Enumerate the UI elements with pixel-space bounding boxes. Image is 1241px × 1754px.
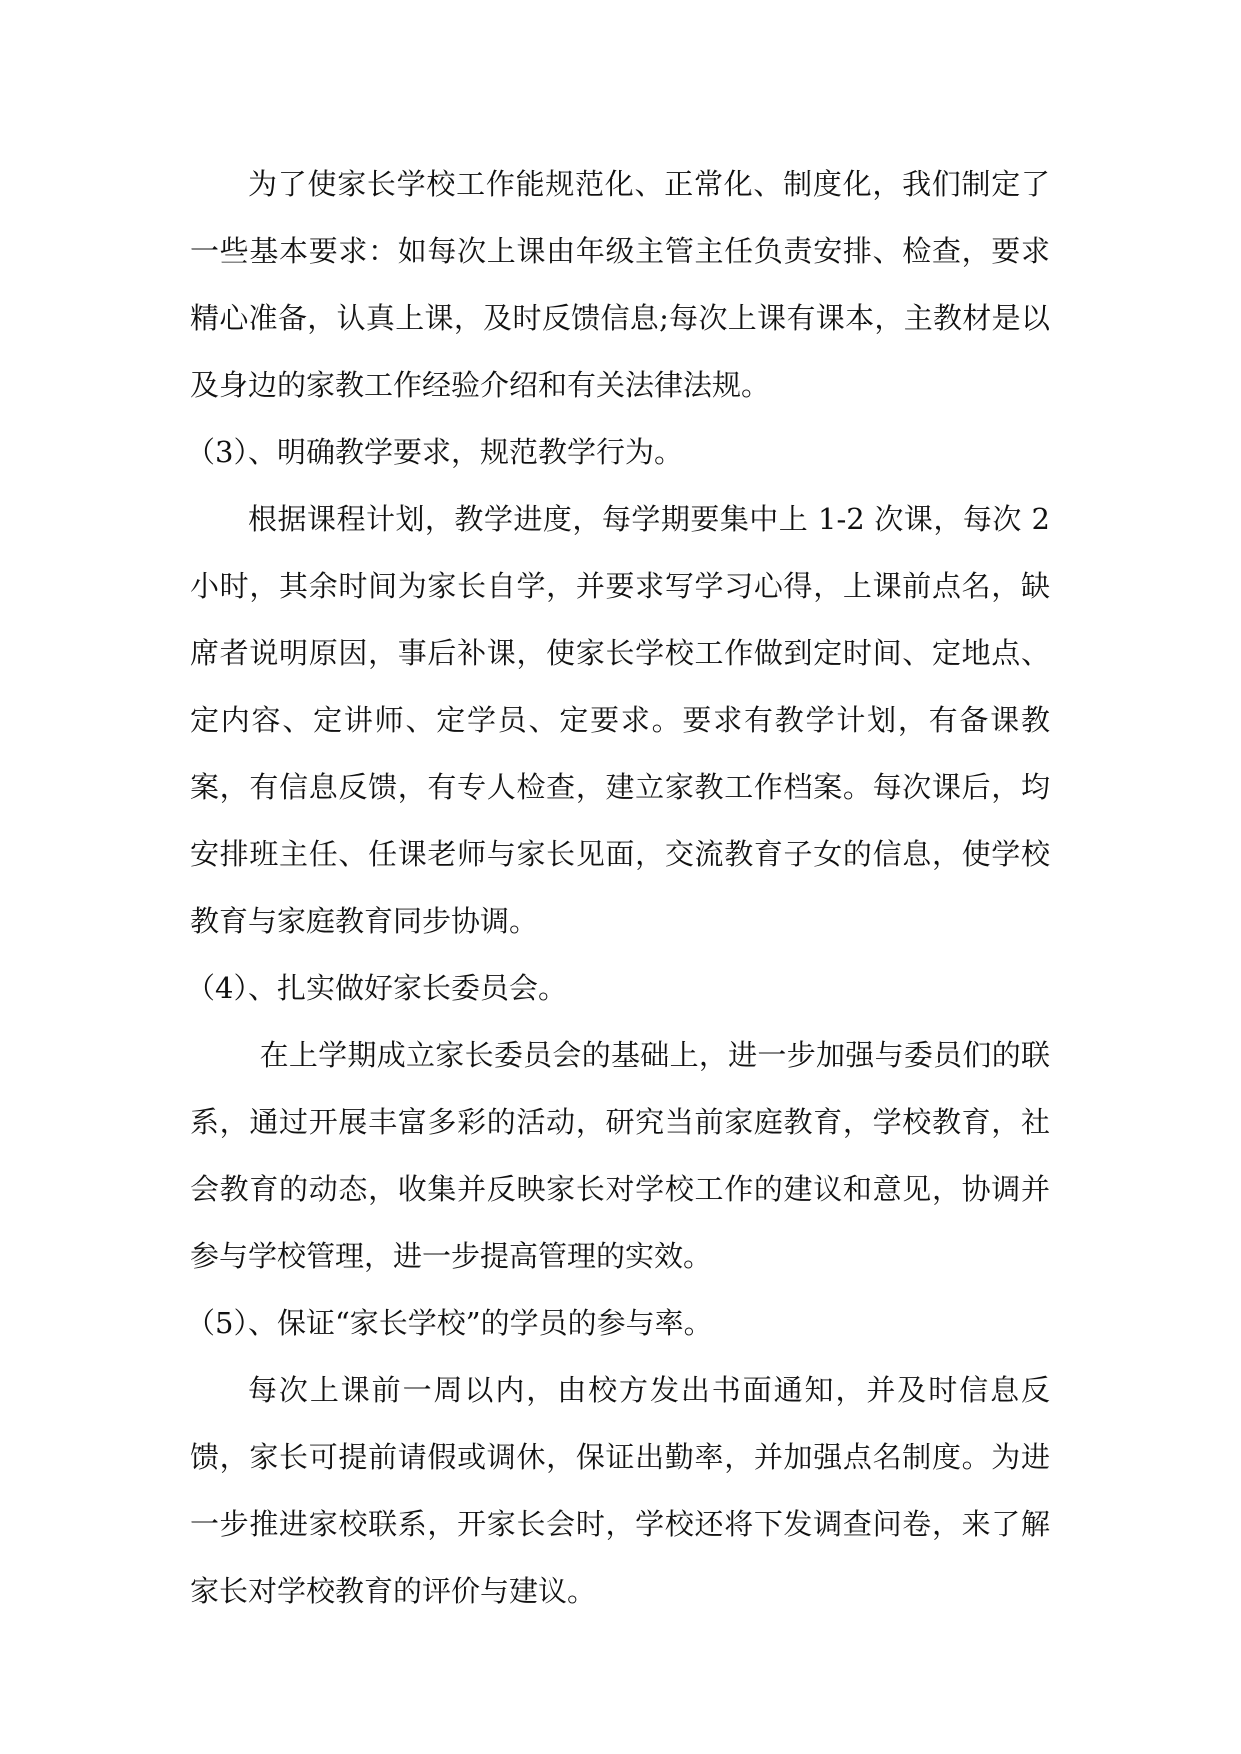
heading-section-4: （4）、扎实做好家长委员会。 bbox=[186, 971, 567, 1005]
paragraph-parent-committee: 在上学期成立家长委员会的基础上，进一步加强与委员们的联系，通过开展丰富多彩的活动，研究当前家庭教育，学校教育，社会教育的动态，收集并反映家长对学校工作的建议和意见，协调并参与学校管理，进一步提高管理的实效。 bbox=[190, 1038, 1050, 1273]
heading-section-3: （3）、明确教学要求，规范教学行为。 bbox=[186, 435, 683, 469]
paragraph-attendance: 每次上课前一周以内，由校方发出书面通知，并及时信息反馈，家长可提前请假或调休，保证出勤率，并加强点名制度。为进一步推进家校联系，开家长会时，学校还将下发调查问卷，来了解家长对学校教育的评价与建议。 bbox=[190, 1373, 1050, 1608]
heading-section-5: （5）、保证“家长学校”的学员的参与率。 bbox=[186, 1306, 713, 1340]
document-body bbox=[186, 151, 1050, 1625]
paragraph-standardization: 为了使家长学校工作能规范化、正常化、制度化，我们制定了一些基本要求：如每次上课由年级主管主任负责安排、检查，要求精心准备，认真上课，及时反馈信息;每次上课有课本，主教材是以及身边的家教工作经验介绍和有关法律法规。 bbox=[190, 167, 1050, 402]
paragraph-teaching-schedule: 根据课程计划，教学进度，每学期要集中上 1-2 次课，每次 2 小时，其余时间为家长自学，并要求写学习心得，上课前点名，缺席者说明原因，事后补课，使家长学校工作做到定时间、定地点、定内容、定讲师、定学员、定要求。要求有教学计划，有备课教案，有信息反馈，有专人检查，建立家教工作档案。每次课后，均安排班主任、任课老师与家长见面，交流教育子女的信息，使学校教育与家庭教育同步协调。 bbox=[190, 502, 1050, 938]
